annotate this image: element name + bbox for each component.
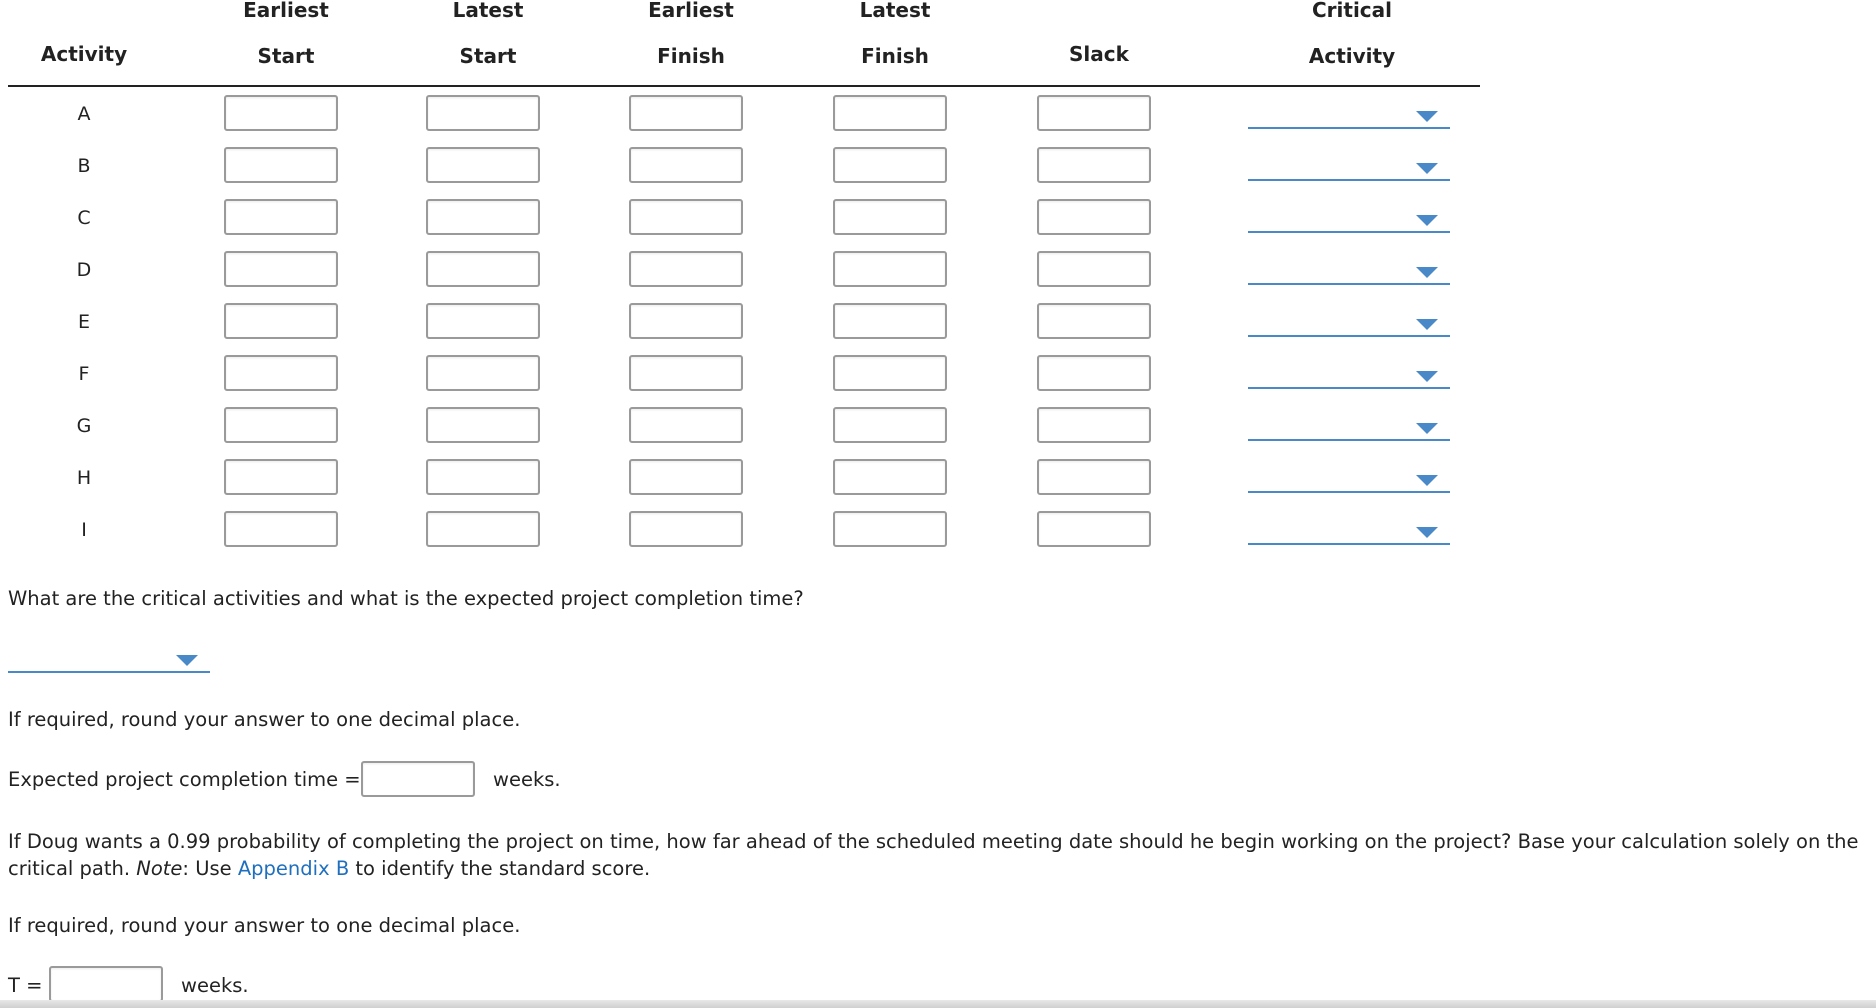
- appendix-b-link[interactable]: Appendix B: [237, 857, 350, 880]
- slack-input-d[interactable]: [1037, 251, 1151, 287]
- question-probability-text: : Use: [182, 857, 238, 880]
- completion-time-unit: weeks.: [493, 768, 561, 791]
- question-probability-line2: [8, 855, 650, 883]
- earliest-finish-input-d[interactable]: [629, 251, 743, 287]
- chevron-down-icon: [1416, 319, 1438, 330]
- question-probability-text: critical path.: [8, 857, 137, 880]
- header-slack-line1: Slack: [1069, 42, 1129, 66]
- chevron-down-icon: [1416, 215, 1438, 226]
- chevron-down-icon: [1416, 267, 1438, 278]
- row-label: D: [76, 259, 92, 281]
- header-activity: [0, 42, 174, 66]
- latest-finish-input-f[interactable]: [833, 355, 947, 391]
- question-probability-line1: If Doug wants a 0.99 probability of completing the project on time, how far ahead of the scheduled meeting date should he begin working on the project? Base your calculation solely on the: [8, 830, 1859, 853]
- header-slack: [1009, 42, 1189, 66]
- critical-activity-dropdown-f[interactable]: [1248, 361, 1450, 389]
- earliest-finish-input-i[interactable]: [629, 511, 743, 547]
- latest-start-input-i[interactable]: [426, 511, 540, 547]
- row-label: G: [76, 415, 92, 437]
- latest-finish-input-i[interactable]: [833, 511, 947, 547]
- header-activity-line1: Activity: [40, 42, 128, 66]
- latest-start-input-d[interactable]: [426, 251, 540, 287]
- latest-finish-input-g[interactable]: [833, 407, 947, 443]
- header-divider: [8, 85, 1480, 87]
- latest-finish-input-e[interactable]: [833, 303, 947, 339]
- header-earliest-finish-line2: Finish: [657, 44, 725, 68]
- latest-start-input-b[interactable]: [426, 147, 540, 183]
- header-latest-start-line2: Start: [459, 44, 517, 68]
- earliest-start-input-h[interactable]: [224, 459, 338, 495]
- chevron-down-icon: [1416, 111, 1438, 122]
- note-label: Note: [136, 857, 183, 880]
- completion-time-label: Expected project completion time =: [8, 768, 361, 791]
- latest-finish-input-h[interactable]: [833, 459, 947, 495]
- earliest-finish-input-a[interactable]: [629, 95, 743, 131]
- earliest-finish-input-b[interactable]: [629, 147, 743, 183]
- header-earliest-finish-line1: Earliest: [648, 0, 734, 22]
- header-earliest-finish: [601, 0, 781, 68]
- header-critical-activity-line2: Activity: [1308, 44, 1396, 68]
- header-critical-activity: [1262, 0, 1442, 68]
- t-input[interactable]: [49, 966, 163, 1002]
- t-label: T =: [8, 974, 43, 997]
- header-latest-start-line1: Latest: [452, 0, 524, 22]
- slack-input-b[interactable]: [1037, 147, 1151, 183]
- latest-finish-input-a[interactable]: [833, 95, 947, 131]
- slack-input-h[interactable]: [1037, 459, 1151, 495]
- critical-activity-dropdown-e[interactable]: [1248, 309, 1450, 337]
- chevron-down-icon: [1416, 163, 1438, 174]
- row-label: I: [81, 519, 87, 541]
- slack-input-i[interactable]: [1037, 511, 1151, 547]
- earliest-start-input-c[interactable]: [224, 199, 338, 235]
- latest-start-input-h[interactable]: [426, 459, 540, 495]
- chevron-down-icon: [1416, 371, 1438, 382]
- header-earliest-start: [196, 0, 376, 68]
- row-label: B: [77, 155, 91, 177]
- question-probability-text: to identify the standard score.: [349, 857, 651, 880]
- header-latest-start: [398, 0, 578, 68]
- chevron-down-icon: [176, 655, 198, 666]
- latest-start-input-c[interactable]: [426, 199, 540, 235]
- critical-activity-dropdown-g[interactable]: [1248, 413, 1450, 441]
- latest-finish-input-d[interactable]: [833, 251, 947, 287]
- t-unit: weeks.: [181, 974, 249, 997]
- critical-activities-dropdown[interactable]: [8, 645, 210, 673]
- critical-activity-dropdown-a[interactable]: [1248, 101, 1450, 129]
- latest-start-input-g[interactable]: [426, 407, 540, 443]
- slack-input-e[interactable]: [1037, 303, 1151, 339]
- row-label: A: [77, 103, 91, 125]
- header-latest-finish: [805, 0, 985, 68]
- header-latest-finish-line1: Latest: [859, 0, 931, 22]
- slack-input-c[interactable]: [1037, 199, 1151, 235]
- row-label: C: [77, 207, 91, 229]
- critical-activity-dropdown-d[interactable]: [1248, 257, 1450, 285]
- chevron-down-icon: [1416, 475, 1438, 486]
- earliest-start-input-d[interactable]: [224, 251, 338, 287]
- earliest-start-input-b[interactable]: [224, 147, 338, 183]
- bottom-scroll-edge: [0, 1000, 1876, 1008]
- chevron-down-icon: [1416, 527, 1438, 538]
- earliest-finish-input-f[interactable]: [629, 355, 743, 391]
- latest-start-input-e[interactable]: [426, 303, 540, 339]
- latest-start-input-f[interactable]: [426, 355, 540, 391]
- earliest-start-input-a[interactable]: [224, 95, 338, 131]
- header-latest-finish-line2: Finish: [861, 44, 929, 68]
- chevron-down-icon: [1416, 423, 1438, 434]
- earliest-start-input-i[interactable]: [224, 511, 338, 547]
- earliest-finish-input-c[interactable]: [629, 199, 743, 235]
- round-instruction-1: If required, round your answer to one decimal place.: [8, 708, 521, 731]
- critical-activity-dropdown-i[interactable]: [1248, 517, 1450, 545]
- latest-finish-input-b[interactable]: [833, 147, 947, 183]
- completion-time-input[interactable]: [361, 761, 475, 797]
- round-instruction-2: If required, round your answer to one decimal place.: [8, 914, 521, 937]
- latest-finish-input-c[interactable]: [833, 199, 947, 235]
- critical-activity-dropdown-b[interactable]: [1248, 153, 1450, 181]
- earliest-start-input-f[interactable]: [224, 355, 338, 391]
- header-earliest-start-line1: Earliest: [243, 0, 329, 22]
- header-critical-activity-line1: Critical: [1311, 0, 1393, 22]
- slack-input-a[interactable]: [1037, 95, 1151, 131]
- earliest-finish-input-e[interactable]: [629, 303, 743, 339]
- latest-start-input-a[interactable]: [426, 95, 540, 131]
- row-label: F: [78, 363, 90, 385]
- slack-input-f[interactable]: [1037, 355, 1151, 391]
- earliest-start-input-e[interactable]: [224, 303, 338, 339]
- row-label: E: [77, 311, 90, 333]
- earliest-start-input-g[interactable]: [224, 407, 338, 443]
- earliest-finish-input-g[interactable]: [629, 407, 743, 443]
- earliest-finish-input-h[interactable]: [629, 459, 743, 495]
- row-label: H: [76, 467, 92, 489]
- critical-activity-dropdown-h[interactable]: [1248, 465, 1450, 493]
- slack-input-g[interactable]: [1037, 407, 1151, 443]
- header-earliest-start-line2: Start: [257, 44, 315, 68]
- question-critical-activities: What are the critical activities and what is the expected project completion time?: [8, 587, 804, 610]
- critical-activity-dropdown-c[interactable]: [1248, 205, 1450, 233]
